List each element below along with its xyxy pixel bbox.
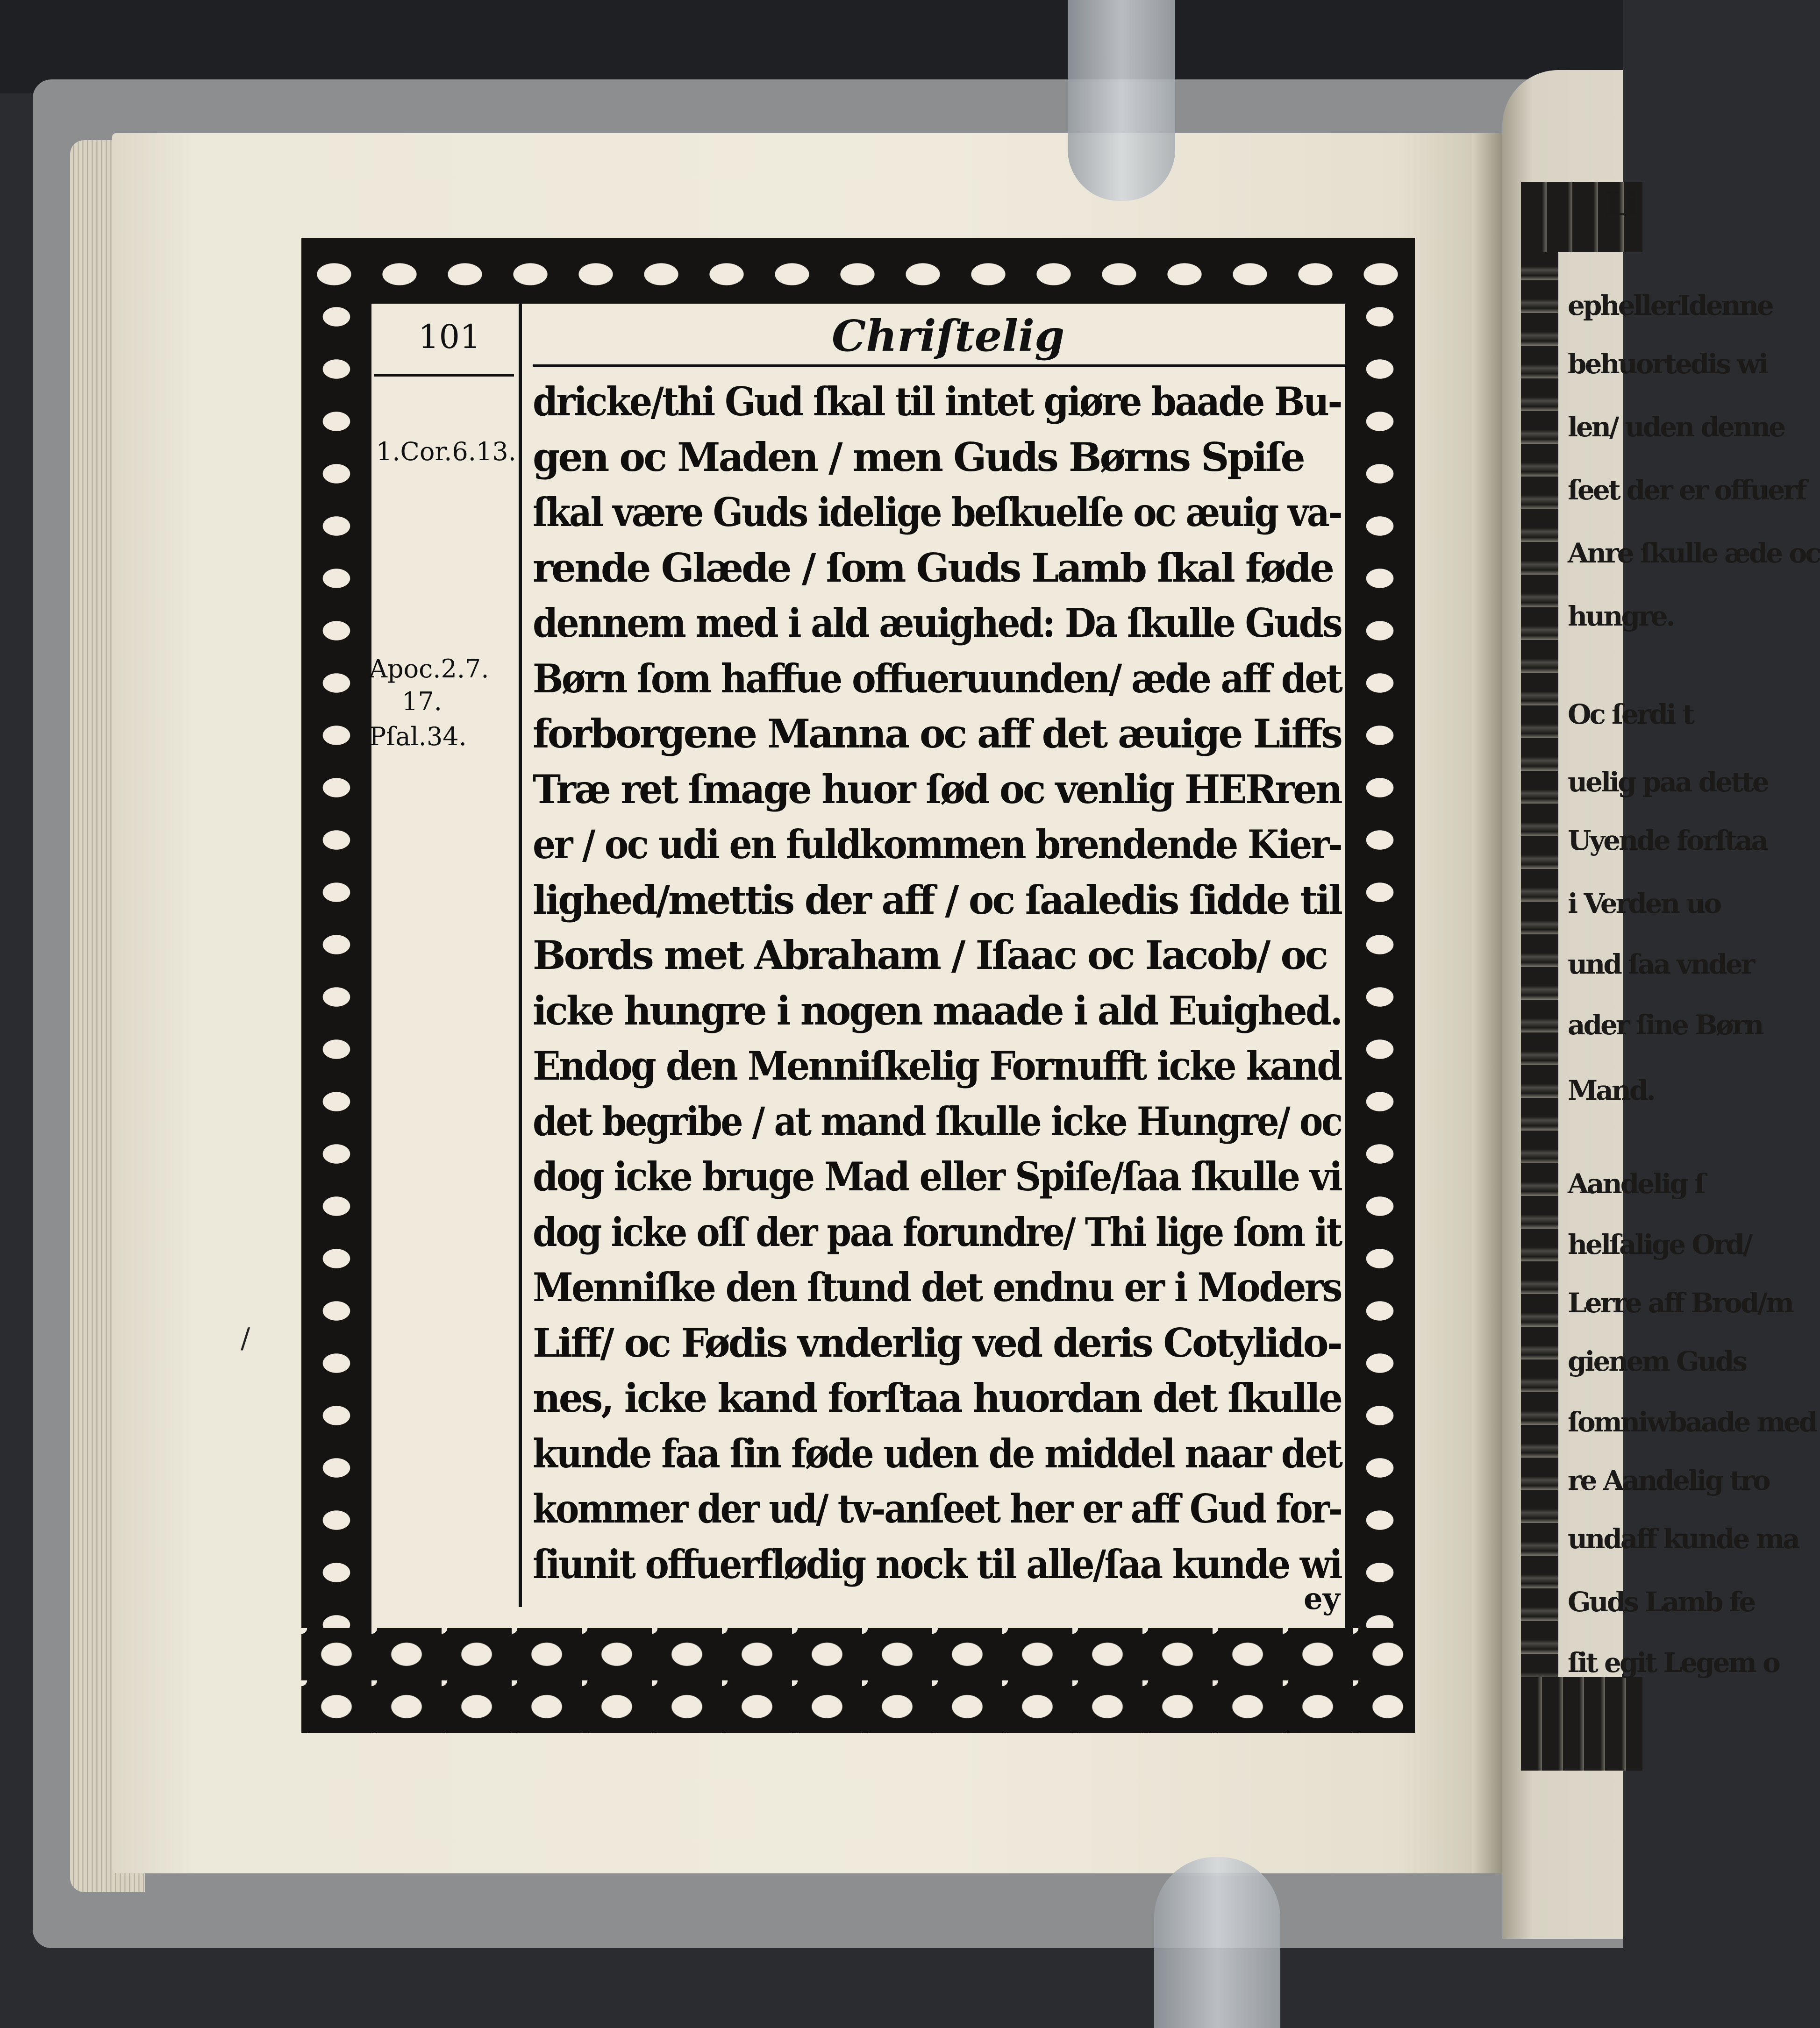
margin-column-rule (519, 304, 522, 1607)
text-line: Menniſke den ſtund det endnu er i Moders (533, 1264, 1341, 1310)
header-rule (533, 364, 1345, 367)
text-line: det begribe / at mand ſkulle icke Hungre/ oc (533, 1098, 1342, 1145)
right-page-text-line: re Aandelig tro (1568, 1465, 1769, 1496)
right-page-text-line: ſomniwbaade med (1568, 1406, 1816, 1438)
text-line: gen oc Maden / men Guds Børns Spiſe (533, 434, 1304, 480)
right-page-text-line: und ſaa vnder (1568, 948, 1754, 980)
margin-header-rule (374, 374, 514, 377)
text-line: Endog den Menniſkelig Fornufft icke kand (533, 1043, 1341, 1089)
right-page-text-line: Li (1605, 185, 1637, 223)
catchword: ey (1304, 1581, 1340, 1616)
right-page-text-line: Mand. (1568, 1074, 1654, 1106)
right-page-text-line: ephellerIdenne (1568, 290, 1772, 321)
right-page-text-line: Anre ſkulle æde oc (1568, 537, 1820, 569)
margin-note: 1.Cor.6.13. (376, 437, 516, 466)
right-page-text-line: gienem Guds (1568, 1345, 1746, 1377)
text-line: dog icke bruge Mad eller Spiſe/ſaa ſkulle vi (533, 1153, 1342, 1200)
right-page-ornament-border (1521, 182, 1558, 1747)
ornament-border-bottom (301, 1628, 1415, 1733)
text-line: Træ ret ſmage huor ſød oc venlig HERren (533, 766, 1341, 812)
ornament-border-top (301, 238, 1415, 304)
right-page-text-line: helſalige Ord/ (1568, 1229, 1751, 1260)
right-page-text-line: i Verden uo (1568, 888, 1720, 919)
text-line: ſiunit offuerflødig nock til alle/ſaa kunde wi (533, 1541, 1342, 1587)
book-clip-bottom (1154, 1857, 1280, 2028)
page-number: 101 (418, 318, 481, 356)
text-line: dog icke oſſ der paa forundre/ Thi lige ſom it (533, 1209, 1341, 1255)
right-page-text-line: Guds Lamb fe (1568, 1586, 1755, 1618)
margin-note: Apoc.2.7. (369, 654, 489, 683)
ornament-border-left (301, 238, 371, 1733)
right-page-text-line: undaff kunde ma (1568, 1523, 1799, 1555)
running-head: Chriſtelig (832, 311, 1065, 361)
text-line: ſkal være Guds idelige beſkuelſe oc æuig va- (533, 489, 1342, 535)
text-line: dennem med i ald æuighed: Da ſkulle Guds (533, 600, 1342, 646)
right-page-text-line: ſeet der er offuerf (1568, 474, 1806, 506)
text-line: lighed/mettis der aff / oc ſaaledis ſidde til (533, 876, 1342, 923)
margin-note: Pſal.34. (369, 722, 467, 751)
book-clip-top (1068, 0, 1175, 201)
text-line: Børn ſom haffue offueruunden/ æde aff det (533, 655, 1342, 702)
right-page-text-line: Aandelig ſ (1568, 1168, 1704, 1200)
text-line: dricke/thi Gud ſkal til intet giøre baade Bu- (533, 378, 1341, 425)
text-line: icke hungre i nogen maade i ald Euighed. (533, 987, 1342, 1034)
right-page-text-line: behuortedis wi (1568, 348, 1767, 380)
right-page-text-line: Oc ſerdi t (1568, 698, 1693, 730)
right-page-ornament-bottom (1521, 1677, 1642, 1771)
right-page-text-line: len/ uden denne (1568, 411, 1784, 443)
text-line: Bords met Abraham / Iſaac oc Iacob/ oc (533, 932, 1327, 978)
right-page-text-line: hungre. (1568, 600, 1674, 632)
text-line: kunde faa ſin føde uden de middel naar det (533, 1430, 1342, 1477)
right-page (1502, 70, 1820, 1939)
margin-note: 17. (402, 687, 442, 716)
right-page-text-line: ſit egit Legem o (1568, 1647, 1779, 1679)
right-page-text-line: Lerre aff Brod/m (1568, 1287, 1792, 1319)
text-line: rende Glæde / ſom Guds Lamb ſkal føde (533, 544, 1333, 591)
text-line: kommer der ud/ tv-anſeet her er aff Gud for- (533, 1486, 1342, 1532)
right-page-text-line: ader ſine Børn (1568, 1009, 1763, 1041)
text-line: forborgene Manna oc aff det æuige Liffs (533, 711, 1342, 757)
right-page-text-line: uelig paa dette (1568, 766, 1768, 798)
ornament-border-right (1345, 238, 1415, 1733)
text-line: nes, icke kand forſtaa huordan det ſkulle (533, 1375, 1342, 1421)
stray-ink-mark: / (241, 1322, 250, 1355)
right-page-text-line: Uyende forſtaa (1568, 825, 1767, 856)
text-line: Liff/ oc Fødis vnderlig ved deris Cotylido- (533, 1319, 1341, 1366)
text-line: er / oc udi en fuldkommen brendende Kier- (533, 821, 1342, 868)
